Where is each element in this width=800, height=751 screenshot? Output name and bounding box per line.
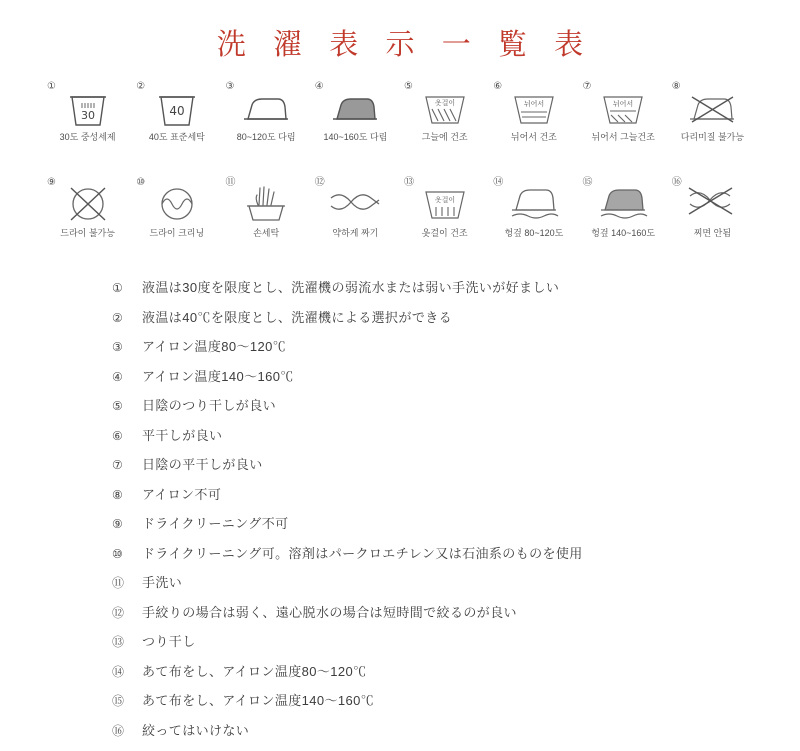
no-wring-icon: [676, 179, 748, 227]
description-number: ③: [112, 338, 142, 356]
symbol-cell-7: [579, 81, 668, 159]
symbol-cell-5: [400, 81, 489, 159]
description-number: ⑨: [112, 515, 142, 533]
description-number: ②: [112, 309, 142, 327]
symbol-cell-12: [311, 177, 400, 257]
description-number: ⑥: [112, 427, 142, 445]
symbol-label: 그늘에 건조: [422, 132, 468, 143]
page-title: 洗 濯 表 示 一 覧 表: [0, 0, 800, 63]
description-text: 日陰のつり干しが良い: [142, 397, 276, 415]
symbol-label: 40도 표준세탁: [149, 132, 205, 143]
description-text: あて布をし、アイロン温度80〜120℃: [142, 663, 367, 681]
symbol-label: 옷걸이 건조: [422, 228, 468, 239]
description-row: [112, 722, 772, 751]
symbol-cell-13: [400, 177, 489, 257]
symbol-cell-11: [222, 177, 311, 257]
symbol-label: 헝겊 80~120도: [504, 228, 563, 239]
gentle-wring-icon: [319, 179, 391, 227]
symbol-cell-16: [668, 177, 757, 257]
svg-text:뉘어서: 뉘어서: [524, 99, 544, 108]
description-row: [112, 279, 772, 309]
iron-cloth-high-icon: [587, 179, 659, 227]
flat-dry-shade-icon: [587, 83, 659, 131]
hanger-dry-icon: [409, 179, 481, 227]
no-dryclean-icon: [52, 179, 124, 227]
symbol-cell-3: [222, 81, 311, 159]
description-text: ドライクリーニング可。溶剤はパークロエチレン又は石油系のものを使用: [142, 545, 583, 563]
symbol-grid-row-2: [43, 177, 757, 257]
description-number: ⑩: [112, 545, 142, 563]
symbol-cell-4: [311, 81, 400, 159]
description-number: ⑮: [112, 692, 142, 710]
svg-text:40: 40: [169, 104, 184, 118]
symbol-cell-15: [579, 177, 668, 257]
hang-dry-shade-icon: [409, 83, 481, 131]
flat-dry-icon: [498, 83, 570, 131]
symbol-number: ⑦: [583, 81, 592, 93]
symbol-cell-14: [489, 177, 578, 257]
description-number: ⑤: [112, 397, 142, 415]
description-row: [112, 574, 772, 604]
description-text: あて布をし、アイロン温度140〜160℃: [142, 692, 374, 710]
symbol-number: ④: [315, 81, 324, 93]
description-row: [112, 515, 772, 545]
description-number: ⑭: [112, 663, 142, 681]
symbol-label: 약하게 짜기: [332, 228, 378, 239]
description-row: [112, 309, 772, 339]
description-row: [112, 368, 772, 398]
description-number: ④: [112, 368, 142, 386]
symbol-label: 뉘어서 건조: [511, 132, 557, 143]
description-number: ⑬: [112, 633, 142, 651]
description-text: ドライクリーニング不可: [142, 515, 289, 533]
symbol-number: ①: [47, 81, 56, 93]
svg-text:옷걸이: 옷걸이: [434, 98, 454, 107]
washtub-30-icon: [52, 83, 124, 131]
symbol-number: ⑩: [136, 177, 145, 189]
description-number: ⑦: [112, 456, 142, 474]
symbol-cell-2: [132, 81, 221, 159]
symbol-cell-8: [668, 81, 757, 159]
description-text: 液温は30度を限度とし、洗濯機の弱流水または弱い手洗いが好ましい: [142, 279, 559, 297]
symbol-label: 드라이 크리닝: [150, 228, 205, 239]
description-row: [112, 633, 772, 663]
description-row: [112, 427, 772, 457]
description-list: [112, 279, 772, 751]
description-number: ⑯: [112, 722, 142, 740]
symbol-number: ⑪: [226, 177, 236, 189]
washtub-40-icon: [141, 83, 213, 131]
description-row: [112, 397, 772, 427]
description-text: 平干しが良い: [142, 427, 222, 445]
symbol-grid-row-1: [43, 81, 757, 159]
description-row: [112, 663, 772, 693]
symbol-label: 드라이 불가능: [60, 228, 115, 239]
hand-wash-icon: [230, 179, 302, 227]
symbol-number: ⑭: [493, 177, 503, 189]
symbol-label: 140~160도 다림: [323, 132, 387, 143]
symbol-number: ⑨: [47, 177, 56, 189]
description-text: アイロン温度80〜120℃: [142, 338, 286, 356]
description-text: 液温は40℃を限度とし、洗濯機による選択ができる: [142, 309, 452, 327]
symbol-number: ②: [136, 81, 145, 93]
dryclean-icon: [141, 179, 213, 227]
description-text: アイロン温度140〜160℃: [142, 368, 294, 386]
symbol-cell-1: [43, 81, 132, 159]
description-row: [112, 456, 772, 486]
iron-plain-icon: [230, 83, 302, 131]
symbol-number: ③: [226, 81, 235, 93]
description-number: ⑧: [112, 486, 142, 504]
symbol-number: ⑬: [404, 177, 414, 189]
symbol-number: ⑮: [583, 177, 593, 189]
description-number: ⑫: [112, 604, 142, 622]
description-text: 手洗い: [142, 574, 182, 592]
symbol-label: 헝겊 140~160도: [591, 228, 655, 239]
description-text: 手絞りの場合は弱く、遠心脱水の場合は短時間で絞るのが良い: [142, 604, 517, 622]
symbol-label: 30도 중성세제: [60, 132, 116, 143]
symbol-number: ⑫: [315, 177, 325, 189]
iron-filled-icon: [319, 83, 391, 131]
symbol-number: ⑥: [493, 81, 502, 93]
description-text: 日陰の平干しが良い: [142, 456, 263, 474]
svg-text:뉘어서: 뉘어서: [613, 99, 633, 108]
symbol-label: 찌면 안됨: [694, 228, 731, 239]
description-row: [112, 604, 772, 634]
description-text: 絞ってはいけない: [142, 722, 249, 740]
svg-text:30: 30: [81, 109, 95, 122]
symbol-cell-10: [132, 177, 221, 257]
symbol-number: ⑤: [404, 81, 413, 93]
symbol-label: 뉘어서 그늘건조: [591, 132, 654, 143]
symbol-cell-6: [489, 81, 578, 159]
symbol-cell-9: [43, 177, 132, 257]
description-row: [112, 486, 772, 516]
symbol-label: 손세탁: [253, 228, 279, 239]
description-text: アイロン不可: [142, 486, 221, 504]
symbol-label: 80~120도 다림: [237, 132, 296, 143]
description-number: ⑪: [112, 574, 142, 592]
svg-text:옷걸이: 옷걸이: [434, 195, 454, 204]
symbol-number: ⑧: [672, 81, 681, 93]
no-iron-icon: [676, 83, 748, 131]
description-row: [112, 338, 772, 368]
description-text: つり干し: [142, 633, 196, 651]
iron-cloth-low-icon: [498, 179, 570, 227]
description-row: [112, 692, 772, 722]
description-number: ①: [112, 279, 142, 297]
symbol-number: ⑯: [672, 177, 682, 189]
symbol-label: 다리미질 불가능: [681, 132, 744, 143]
description-row: [112, 545, 772, 575]
